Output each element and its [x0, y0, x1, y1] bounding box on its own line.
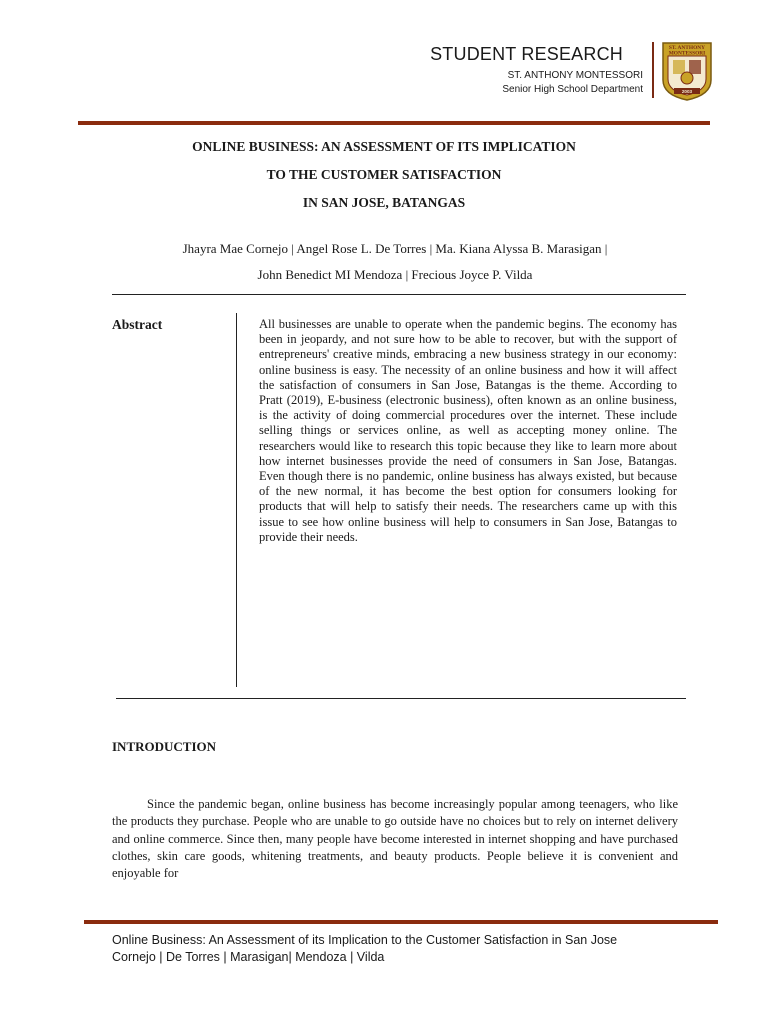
paper-title-line-1: ONLINE BUSINESS: AN ASSESSMENT OF ITS IMPLICATION	[192, 139, 576, 154]
abstract-text: All businesses are unable to operate when the pandemic begins. The economy has been in jeopardy, and not sure how to be able to recover, but with the support of entrepreneurs' creative minds, embracing a new business strategy in our economy: online business is easy. The necessity of an online business and how it will affect the satisfaction of consumers in San Jose, Batangas is the theme. According to Pratt (2019), E-business (electronic business), often known as an online business, is the activity of doing commercial procedures over the internet. These include selling things or services online, as well as accepting money online. The researchers would like to research this topic because they like to learn more about how internet businesses provide the need of consumers in San Jose, Batangas. Even though there is no pandemic, online business has always existed, but because of the new normal, it has become the best option for consumers looking for products that will help to satisfy their needs. The researchers came up with this issue to see how online business will help to consumers in San Jose, Batangas to provide their needs.	[259, 317, 677, 544]
author-line-2: John Benedict MI Mendoza | Frecious Joyce P. Vilda	[257, 267, 533, 282]
svg-text:MONTESSORI: MONTESSORI	[668, 50, 706, 57]
header-divider	[652, 42, 654, 98]
abstract-top-rule	[112, 294, 686, 295]
abstract-divider	[236, 313, 237, 687]
header-department: Senior High School Department	[502, 84, 643, 95]
header-title: STUDENT RESEARCH	[430, 44, 623, 64]
abstract-bottom-rule	[116, 698, 686, 699]
author-line-1: Jhayra Mae Cornejo | Angel Rose L. De Torres | Ma. Kiana Alyssa B. Marasigan |	[182, 241, 608, 256]
footer-title: Online Business: An Assessment of its Implication to the Customer Satisfaction in San Jose	[112, 933, 618, 947]
header-rule	[78, 121, 710, 125]
footer-rule	[84, 920, 718, 924]
introduction-paragraph: Since the pandemic began, online business has become increasingly popular among teenagers, who like the products they purchase. People who are unable to go outside have no choices but to rely on internet delivery and online commerce. Since then, many people have become interested in internet shopping and have purchased clothes, skin care goods, whitening treatments, and beauty products. People believe it is convenient and enjoyable for	[112, 797, 678, 881]
svg-text:ST. ANTHONY: ST. ANTHONY	[668, 45, 706, 51]
svg-text:2003: 2003	[681, 89, 693, 94]
abstract-label: Abstract	[112, 317, 163, 332]
footer-authors: Cornejo | De Torres | Marasigan| Mendoza | Vilda	[112, 950, 385, 964]
header-school-name: ST. ANTHONY MONTESSORI	[507, 70, 643, 81]
paper-title-line-3: IN SAN JOSE, BATANGAS	[302, 195, 466, 210]
paper-title-line-2: TO THE CUSTOMER SATISFACTION	[266, 167, 502, 182]
school-seal-icon	[660, 40, 714, 102]
introduction-heading: INTRODUCTION	[112, 739, 217, 754]
